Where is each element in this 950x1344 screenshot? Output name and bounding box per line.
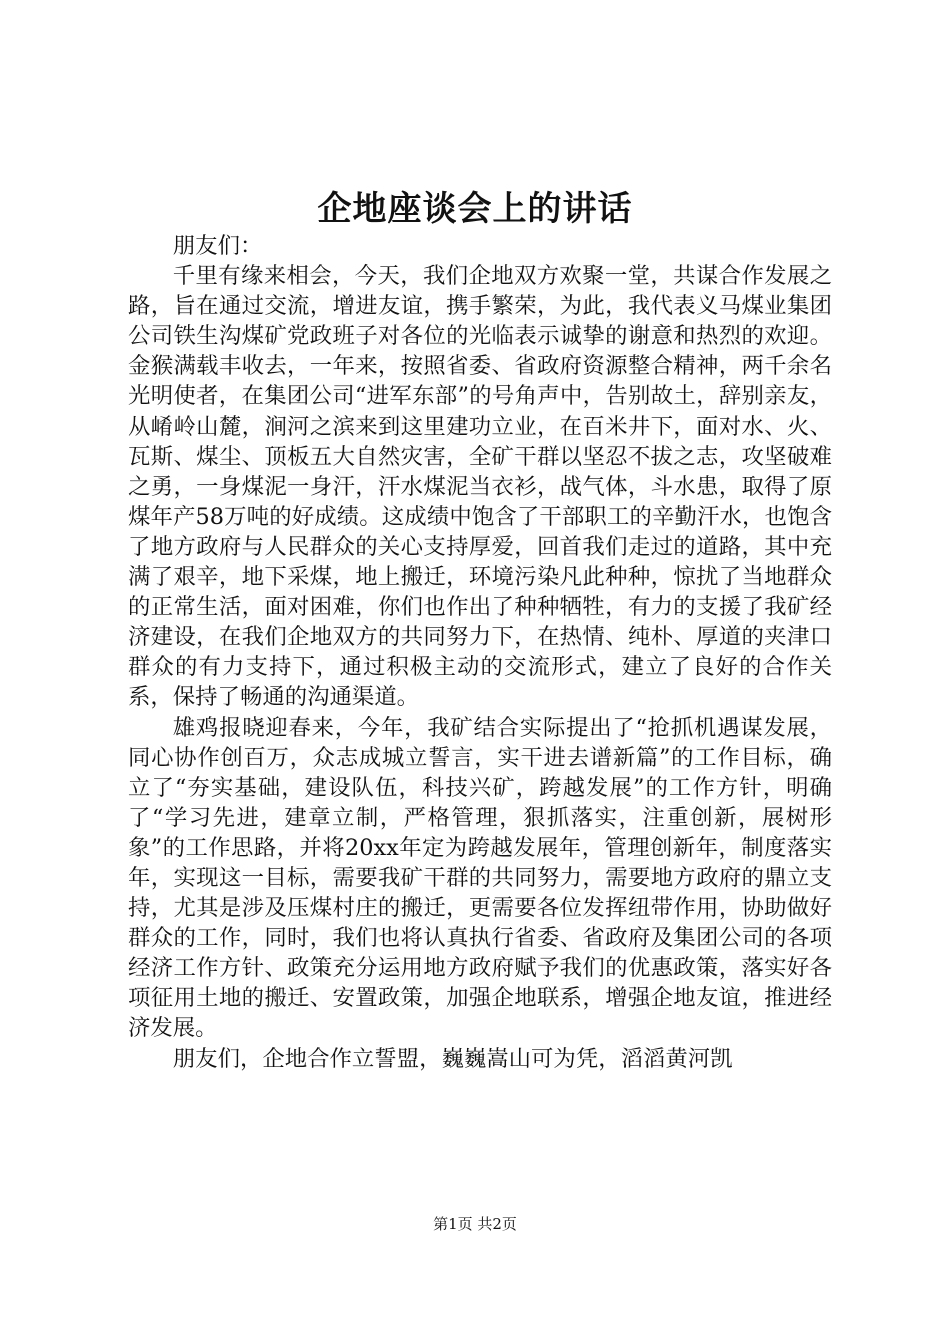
body-paragraph: 朋友们，企地合作立誓盟，巍巍嵩山可为凭，滔滔黄河凯 <box>172 1045 733 1072</box>
body-paragraph: 雄鸡报晓迎春来，今年，我矿结合实际提出了“抢抓机遇谋发展，同心协作创百万，众志成城立誓言，实干进去谱新篇”的工作目标，确立了“夯实基础，建设队伍，科技兴矿，跨越发展”的工作方针，明确了“学习先进，建章立制，严格管理，狠抓落实，注重创新，展树形象”的工作思路，并将20xx年定为跨越发展年，管理创新年，制度落实年，实现这一目标，需要我矿干群的共同努力，需要地方政府的鼎立支持，尤其是涉及压煤村庄的搬迁，更需要各位发挥纽带作用，协助做好群众的工作，同时，我们也将认真执行省委、省政府及集团公司的各项经济工作方针、政策充分运用地方政府赋予我们的优惠政策，落实好各项征用土地的搬迁、安置政策，加强企地联系，增强企地友谊，推进经济发展。 <box>128 714 832 1042</box>
document-body <box>128 231 832 1074</box>
body-paragraph: 千里有缘来相会，今天，我们企地双方欢聚一堂，共谋合作发展之路，旨在通过交流，增进友谊，携手繁荣，为此，我代表义马煤业集团公司铁生沟煤矿党政班子对各位的光临表示诚挚的谢意和热烈的欢迎。金猴满载丰收去，一年来，按照省委、省政府资源整合精神，两千余名光明使者，在集团公司“进军东部”的号角声中，告别故土，辞别亲友，从崤岭山麓，涧河之滨来到这里建功立业，在百米井下，面对水、火、瓦斯、煤尘、顶板五大自然灾害，全矿干群以坚忍不拔之志，攻坚破难之勇，一身煤泥一身汗，汗水煤泥当衣衫，战气体，斗水患，取得了原煤年产58万吨的好成绩。这成绩中饱含了干部职工的辛勤汗水，也饱含了地方政府与人民群众的关心支持厚爱，回首我们走过的道路，其中充满了艰辛，地下采煤，地上搬迁，环境污染凡此种种，惊扰了当地群众的正常生活，面对困难，你们也作出了种种牺牲，有力的支援了我矿经济建设，在我们企地双方的共同努力下，在热情、纯朴、厚道的夹津口群众的有力支持下，通过积极主动的交流形式，建立了良好的合作关系，保持了畅通的沟通渠道。 <box>128 263 832 711</box>
page-number-footer: 第1页 共2页 <box>433 1215 517 1233</box>
document-title: 企地座谈会上的讲话 <box>317 189 633 229</box>
salutation-paragraph: 朋友们： <box>172 233 263 259</box>
